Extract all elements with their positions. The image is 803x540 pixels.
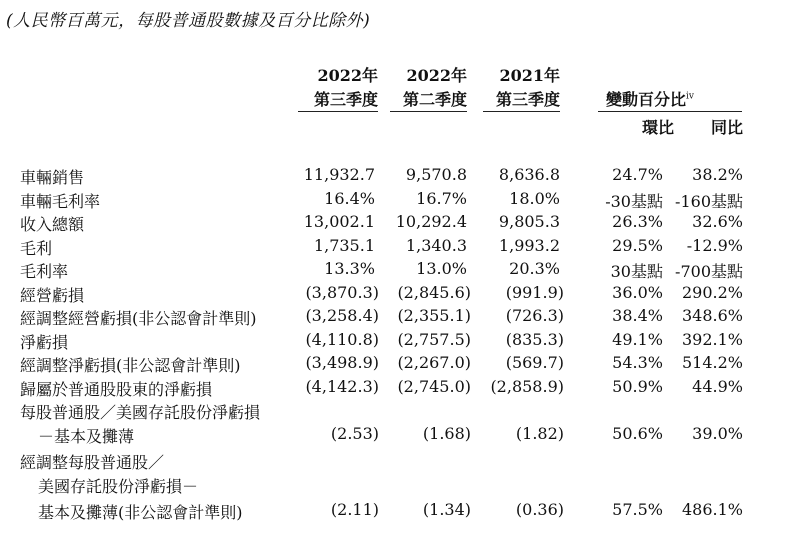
q3-2021-value: (726.3) <box>505 306 564 325</box>
qoq-value: 54.3% <box>612 353 663 372</box>
q3-2021-value: 8,636.8 <box>498 165 560 184</box>
row-label: 毛利 <box>20 238 53 258</box>
row-label: －基本及攤薄 <box>38 427 135 446</box>
table-note: (人民幣百萬元，每股普通股數據及百分比除外) <box>6 11 371 31</box>
q3-2022-value: 13,002.1 <box>303 212 375 231</box>
col-year-3: 2021年 <box>499 66 560 85</box>
q3-2022-value: 16.4% <box>324 188 375 208</box>
yoy-value: 39.0% <box>692 424 743 443</box>
yoy-value: 514.2% <box>681 353 743 372</box>
q2-2022-value: (2,745.0) <box>397 376 471 396</box>
change-underline <box>598 111 742 112</box>
q2-2022-value: (2,355.1) <box>397 306 471 325</box>
q3-2022-value: (3,258.4) <box>305 306 379 325</box>
row-label: 車輛銷售 <box>20 168 85 187</box>
qoq-value: 29.5% <box>612 235 663 255</box>
yoy-value: -700基點 <box>675 262 743 281</box>
q2-2022-value: 13.0% <box>416 259 467 278</box>
q2-2022-value: (2,267.0) <box>397 353 471 372</box>
col-quarter-1: 第三季度 <box>313 90 378 109</box>
qoq-value: 30基點 <box>610 262 663 281</box>
q3-2022-value: (4,142.3) <box>305 376 379 396</box>
col-year-1: 2022年 <box>317 66 378 85</box>
qoq-value: -30基點 <box>605 191 663 211</box>
yoy-value: 38.2% <box>692 165 743 184</box>
q3-2022-value: 1,735.1 <box>313 235 375 255</box>
change-header <box>606 87 694 110</box>
row-label: 經調整經營虧損(非公認會計準則) <box>20 309 257 328</box>
q2-2022-value: (1.68) <box>422 424 471 443</box>
yoy-value: 32.6% <box>692 212 743 231</box>
q2-2022-value: 9,570.8 <box>405 165 467 184</box>
q3-2021-value: (835.3) <box>505 329 564 349</box>
q3-2021-value: (2,858.9) <box>490 376 564 396</box>
q2-2022-value: (1.34) <box>422 500 471 519</box>
q3-2021-value: 20.3% <box>509 259 560 278</box>
qoq-value: 49.1% <box>612 329 663 349</box>
row-label: 收入總額 <box>20 215 85 234</box>
q3-2022-value: 13.3% <box>324 259 375 278</box>
col-year-2: 2022年 <box>406 66 467 85</box>
q3-2022-value: (3,870.3) <box>305 282 379 302</box>
q3-2021-value: (1.82) <box>515 424 564 443</box>
yoy-value: 44.9% <box>692 376 743 396</box>
qoq-value: 36.0% <box>612 282 663 302</box>
row-label: 經調整每股普通股／ <box>20 453 165 472</box>
qoq-value: 26.3% <box>612 212 663 231</box>
q3-2021-value: (569.7) <box>505 353 564 372</box>
row-label: 美國存託股份淨虧損－ <box>38 477 199 496</box>
qoq-value: 57.5% <box>612 500 663 519</box>
q3-2021-value: (991.9) <box>505 282 564 302</box>
col-underline-1 <box>298 111 378 112</box>
col-underline-2 <box>390 111 467 112</box>
row-label: 基本及攤薄(非公認會計準則) <box>38 503 243 522</box>
q2-2022-value: (2,757.5) <box>397 329 471 349</box>
q3-2021-value: 1,993.2 <box>498 235 560 255</box>
q3-2021-value: (0.36) <box>515 500 564 519</box>
yoy-value: 290.2% <box>681 282 743 302</box>
row-label: 毛利率 <box>20 262 69 281</box>
yoy-value: -160基點 <box>675 191 743 211</box>
qoq-value: 50.6% <box>612 424 663 443</box>
row-label: 經調整淨虧損(非公認會計準則) <box>20 356 241 375</box>
col-underline-3 <box>483 111 560 112</box>
q3-2022-value: (2.53) <box>330 424 379 443</box>
q2-2022-value: 1,340.3 <box>405 235 467 255</box>
change-header-label: 變動百分比 <box>606 90 687 109</box>
yoy-value: 486.1% <box>681 500 743 519</box>
col-quarter-2: 第二季度 <box>402 90 467 109</box>
q2-2022-value: 16.7% <box>416 188 467 208</box>
q3-2022-value: (2.11) <box>330 500 379 519</box>
qoq-value: 24.7% <box>612 165 663 184</box>
q3-2022-value: 11,932.7 <box>303 165 375 184</box>
yoy-value: 392.1% <box>681 329 743 349</box>
row-label: 淨虧損 <box>20 332 69 352</box>
qoq-value: 50.9% <box>612 376 663 396</box>
qoq-value: 38.4% <box>612 306 663 325</box>
q3-2022-value: (4,110.8) <box>305 329 379 349</box>
yoy-header: 同比 <box>710 118 743 137</box>
q3-2022-value: (3,498.9) <box>305 353 379 372</box>
q2-2022-value: (2,845.6) <box>397 282 471 302</box>
q3-2021-value: 18.0% <box>509 188 560 208</box>
yoy-value: 348.6% <box>681 306 743 325</box>
q3-2021-value: 9,805.3 <box>498 212 560 231</box>
row-label: 經營虧損 <box>20 285 85 305</box>
row-label: 車輛毛利率 <box>20 191 101 211</box>
row-label: 歸屬於普通股股東的淨虧損 <box>20 379 213 399</box>
qoq-header: 環比 <box>641 118 674 137</box>
change-header-sup: iv <box>686 91 694 102</box>
yoy-value: -12.9% <box>686 235 743 255</box>
col-quarter-3: 第三季度 <box>495 90 560 109</box>
q2-2022-value: 10,292.4 <box>395 212 467 231</box>
row-label: 每股普通股／美國存託股份淨虧損 <box>20 403 261 422</box>
